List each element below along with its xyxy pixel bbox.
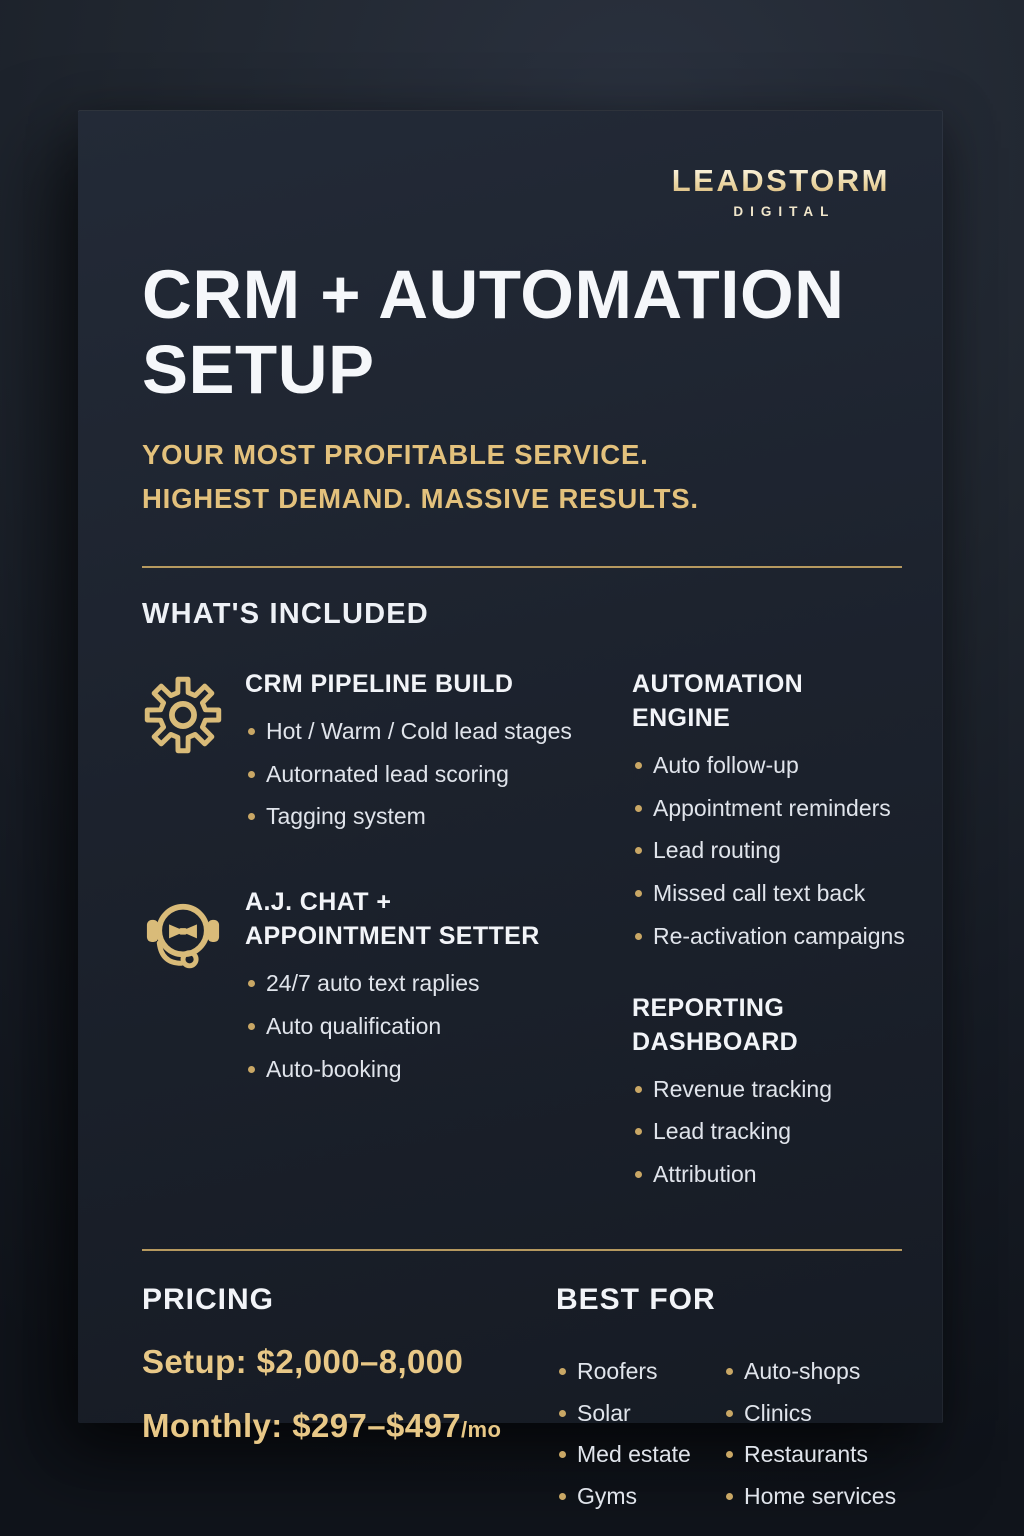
pricing-section <box>142 1283 556 1524</box>
included-right-column <box>632 667 905 1203</box>
whats-included-heading: WHAT'S INCLUDED <box>142 597 429 630</box>
list-item: Re-activation campaigns <box>632 922 905 951</box>
section-crm-pipeline <box>142 667 632 845</box>
list-item: Roofers <box>556 1357 723 1386</box>
brand-tagline: DIGITAL <box>733 204 836 219</box>
list-item: Lead tracking <box>632 1117 905 1146</box>
pricing-setup-text: Setup: $2,000–8,000 <box>142 1342 464 1380</box>
list-item: Tagging system <box>245 802 572 831</box>
list-item: Auto qualification <box>245 1012 575 1041</box>
gear-icon <box>142 667 245 761</box>
page-subtitle-line2: HIGHEST DEMAND. MASSIVE RESULTS. <box>142 482 699 514</box>
bottom-row <box>142 1283 902 1524</box>
whats-included-columns <box>142 667 905 1203</box>
list-item: Auto follow-up <box>632 751 905 780</box>
section-title-reporting-dashboard: REPORTING DASHBOARD <box>632 993 799 1056</box>
section-title-automation-engine: AUTOMATION ENGINE <box>632 669 804 732</box>
poster-card <box>78 110 943 1509</box>
list-item: Missed call text back <box>632 879 905 908</box>
ai-chat-list <box>245 969 575 1083</box>
list-item: Auto-booking <box>245 1055 575 1084</box>
list-item: Solar <box>556 1399 723 1428</box>
list-item: Attribution <box>632 1160 905 1189</box>
list-item: Med estate <box>556 1440 723 1469</box>
list-item: Auto-shops <box>723 1357 902 1386</box>
page-subtitle <box>142 433 902 519</box>
divider-top <box>142 566 902 568</box>
included-left-column <box>142 667 632 1203</box>
best-for-section <box>556 1283 902 1524</box>
pricing-monthly-suffix: /mo <box>461 1416 502 1442</box>
section-ai-chat <box>142 885 632 1097</box>
section-title-crm-pipeline: CRM PIPELINE BUILD <box>245 669 514 698</box>
section-body <box>245 885 575 1097</box>
list-item: Appointment reminders <box>632 794 905 823</box>
list-item: Home services <box>723 1482 902 1511</box>
list-item: Hot / Warm / Cold lead stages <box>245 717 572 746</box>
pricing-heading: PRICING <box>142 1282 275 1316</box>
section-body <box>245 667 572 845</box>
section-reporting-dashboard <box>632 991 905 1189</box>
divider-bottom <box>142 1249 902 1251</box>
pricing-monthly-line <box>142 1407 556 1445</box>
list-item: Restaurants <box>723 1440 902 1469</box>
crm-pipeline-list <box>245 717 572 831</box>
page-title <box>142 257 902 407</box>
list-item: Lead routing <box>632 836 905 865</box>
brand-name: LEADSTORM <box>671 163 890 198</box>
list-item: 24/7 auto text raplies <box>245 969 575 998</box>
section-title-ai-chat: A.J. CHAT + APPOINTMENT SETTER <box>245 888 540 950</box>
best-for-column-1 <box>556 1357 723 1524</box>
page-subtitle-line1: YOUR MOST PROFITABLE SERVICE. <box>142 439 649 471</box>
pricing-setup-line <box>142 1343 556 1381</box>
automation-engine-list <box>632 751 905 951</box>
page-title-line2: SETUP <box>142 331 375 409</box>
brand-logo <box>672 163 890 219</box>
reporting-dashboard-list <box>632 1075 905 1189</box>
best-for-grid <box>556 1341 902 1524</box>
list-item: Clinics <box>723 1399 902 1428</box>
list-item: Autornated lead scoring <box>245 760 572 789</box>
section-automation-engine <box>632 667 905 951</box>
pricing-monthly-text: Monthly: $297–$497 <box>142 1406 462 1444</box>
list-item: Gyms <box>556 1482 723 1511</box>
list-item: Revenue tracking <box>632 1075 905 1104</box>
best-for-heading: BEST FOR <box>556 1282 716 1316</box>
best-for-column-2 <box>723 1357 902 1524</box>
page-title-line1: CRM + AUTOMATION <box>142 256 845 333</box>
headset-icon <box>142 885 245 979</box>
